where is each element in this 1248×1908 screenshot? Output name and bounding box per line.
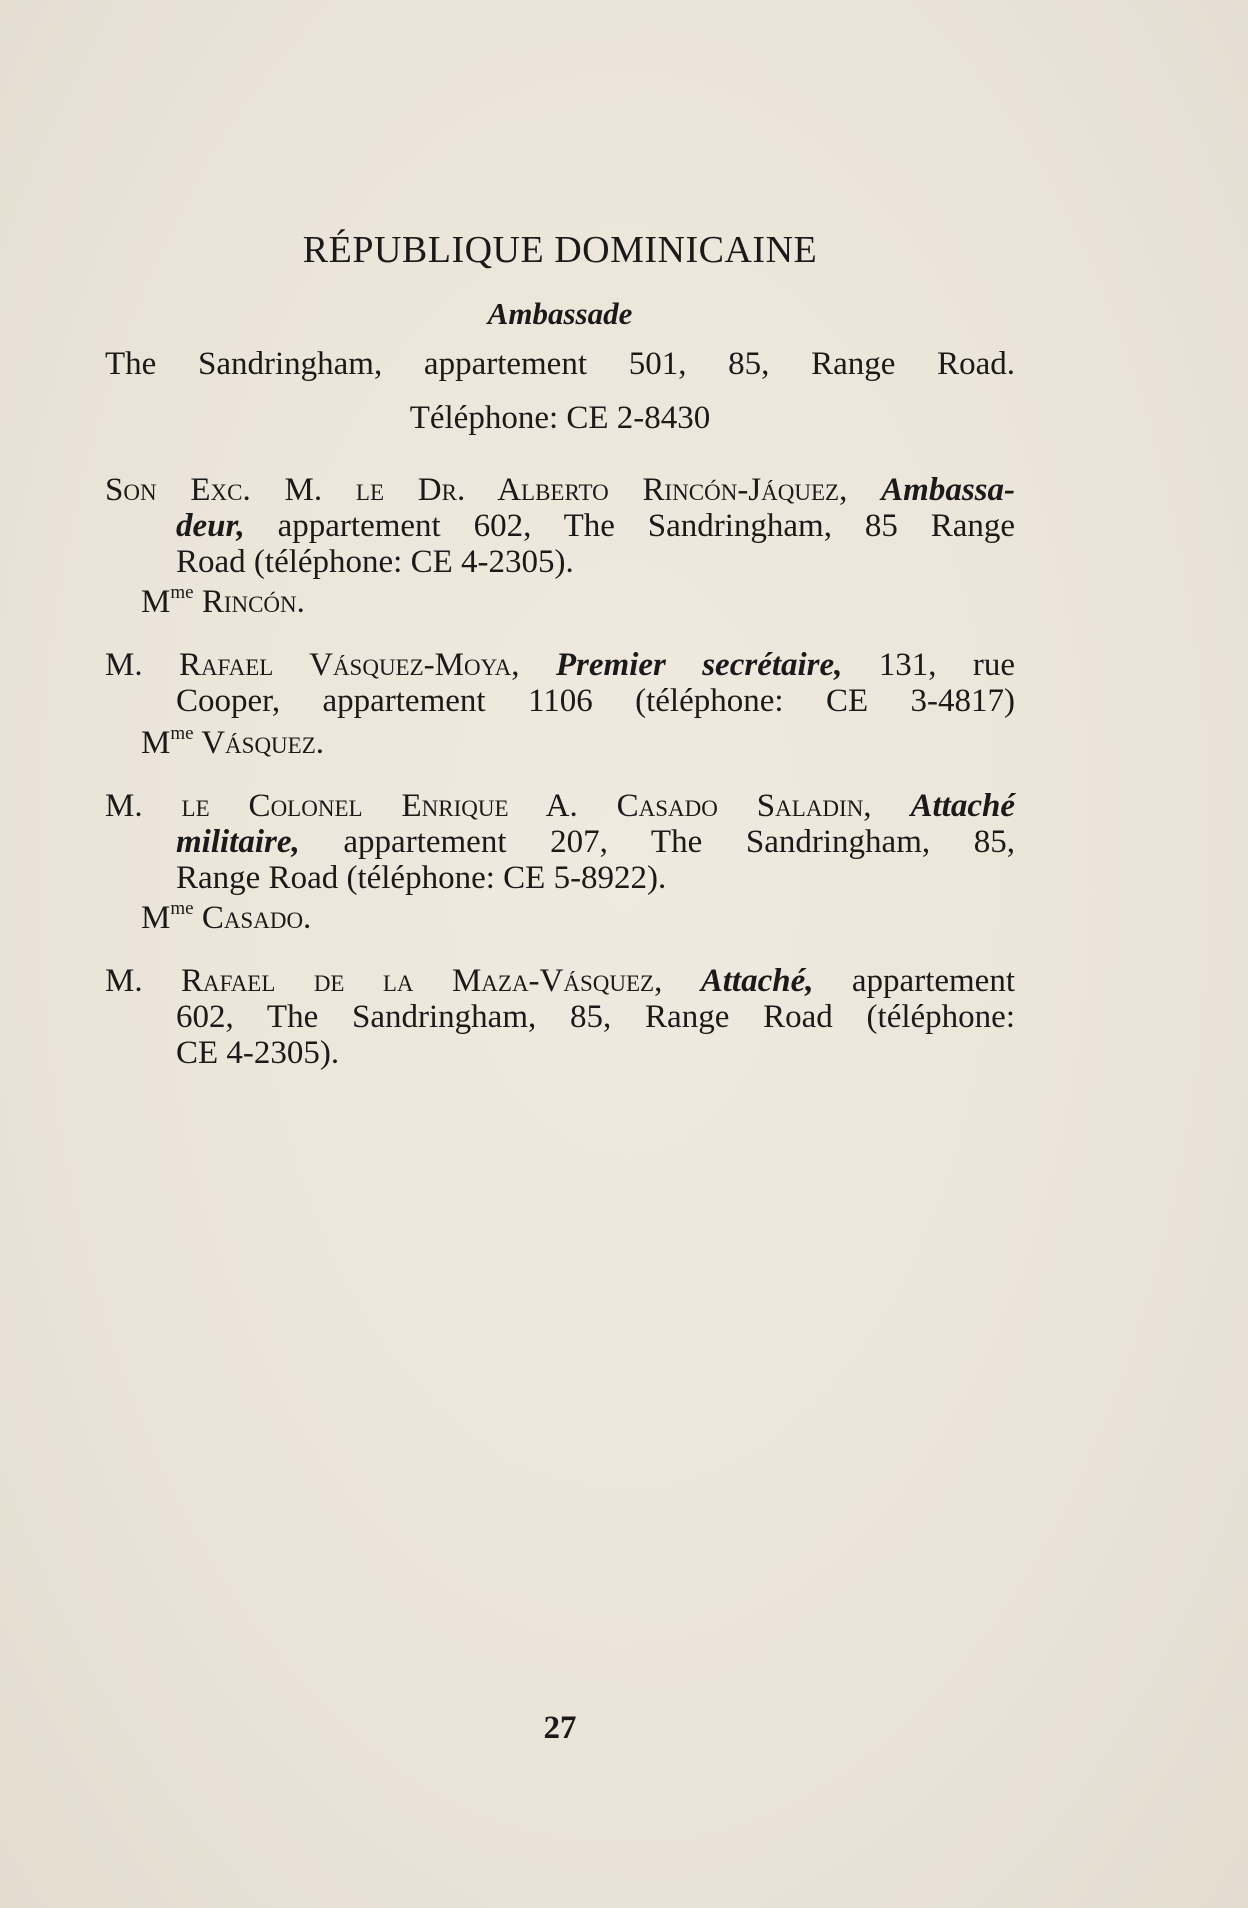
entry-line <box>105 647 1015 683</box>
person-title: Premier secrétaire, <box>555 647 843 683</box>
spouse-name: Vásquez. <box>201 725 325 761</box>
entry-line: Range Road (téléphone: CE 5-8922). <box>176 860 667 896</box>
entry-text: appartement <box>851 963 1015 999</box>
entry-line: Cooper, appartement 1106 (téléphone: CE 3-4817) <box>176 683 1015 719</box>
spouse-line: $M^{me}$ Rincón. <box>141 582 305 620</box>
entry-text: appartement 602, The Sandringham, 85 Range <box>277 508 1015 544</box>
entry-line <box>105 508 1015 544</box>
person-title: deur, <box>176 508 245 544</box>
person-name: M. Rafael de la Maza-Vásquez, <box>105 963 663 999</box>
entry-text: 131, rue <box>878 647 1016 683</box>
person-name: Son Exc. M. le Dr. Alberto Rincón-Jáquez, <box>105 472 848 508</box>
section-heading: Ambassade <box>487 296 633 331</box>
spouse-line: $M^{me}$ Casado. <box>141 898 312 936</box>
entry-line: CE 4-2305). <box>176 1035 340 1071</box>
entry-line: 602, The Sandringham, 85, Range Road (téléphone: <box>176 999 1015 1035</box>
embassy-telephone: Téléphone: CE 2-8430 <box>409 400 711 436</box>
page-number: 27 <box>543 1710 577 1746</box>
person-name: M. le Colonel Enrique A. Casado Saladin, <box>105 788 872 824</box>
entry-line <box>105 963 1015 999</box>
entry-line: Road (téléphone: CE 4-2305). <box>176 544 574 580</box>
person-title: Attaché <box>910 788 1015 824</box>
spouse-line: $M^{me}$ Vásquez. <box>141 723 325 761</box>
person-title: Ambassa- <box>881 472 1015 508</box>
entry-ambassador <box>105 472 1015 580</box>
person-title: Attaché, <box>700 963 814 999</box>
spouse-name: Rincón. <box>201 584 305 620</box>
entry-text: appartement 207, The Sandringham, 85, <box>343 824 1016 860</box>
country-heading: RÉPUBLIQUE DOMINICAINE <box>302 229 818 271</box>
entry-line <box>105 788 1015 824</box>
entry-first-secretary <box>105 647 1015 719</box>
entry-attache <box>105 963 1015 1071</box>
spouse-name: Casado. <box>201 900 312 936</box>
person-name: M. Rafael Vásquez-Moya, <box>105 647 520 683</box>
entry-military-attache <box>105 788 1015 896</box>
person-title: militaire, <box>176 824 300 860</box>
embassy-address: The Sandringham, appartement 501, 85, Range Road. <box>105 346 1015 382</box>
entry-line <box>105 472 1015 508</box>
entry-line <box>105 824 1015 860</box>
